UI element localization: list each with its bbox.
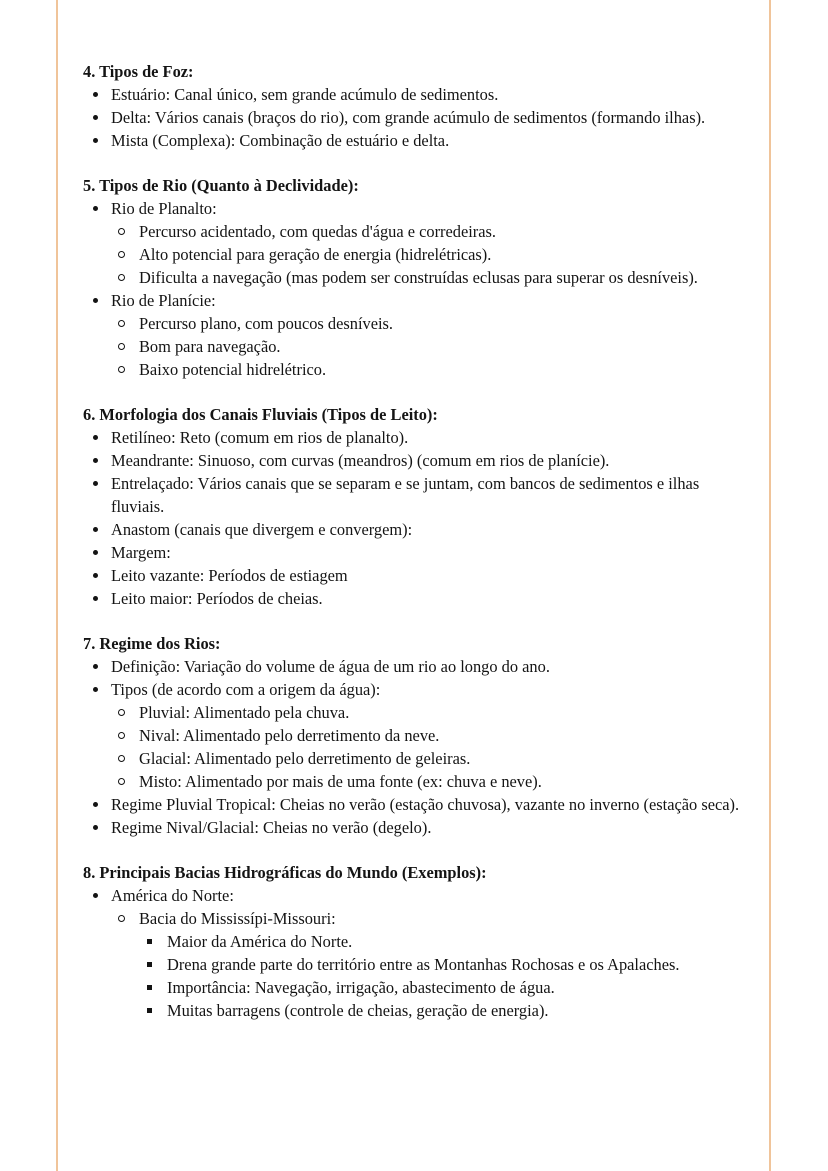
document-content xyxy=(83,60,748,1044)
section-tipos-de-rio xyxy=(83,174,748,381)
page-border-right xyxy=(769,0,771,1171)
sub-sub-list-item: Muitas barragens (controle de cheias, geração de energia). xyxy=(139,999,748,1022)
section-title: 4. Tipos de Foz: xyxy=(83,62,194,81)
bullet-list xyxy=(83,83,748,152)
list-item-label: Tipos (de acordo com a origem da água): xyxy=(111,680,381,699)
sub-list xyxy=(111,220,748,289)
list-item: Delta: Vários canais (braços do rio), com grande acúmulo de sedimentos (formando ilhas). xyxy=(83,106,748,129)
list-item xyxy=(83,884,748,1022)
list-item xyxy=(83,678,748,793)
section-tipos-de-foz xyxy=(83,60,748,152)
list-item: Leito vazante: Períodos de estiagem xyxy=(83,564,748,587)
page-border-left xyxy=(56,0,58,1171)
sub-sub-list xyxy=(139,930,748,1022)
sub-list-item: Misto: Alimentado por mais de uma fonte (ex: chuva e neve). xyxy=(111,770,748,793)
section-title: 6. Morfologia dos Canais Fluviais (Tipos de Leito): xyxy=(83,405,438,424)
sub-sub-list-item: Drena grande parte do território entre as Montanhas Rochosas e os Apalaches. xyxy=(139,953,748,976)
bullet-list xyxy=(83,197,748,381)
sub-list xyxy=(111,701,748,793)
list-item xyxy=(83,289,748,381)
sub-sub-list-item: Importância: Navegação, irrigação, abastecimento de água. xyxy=(139,976,748,999)
section-title: 5. Tipos de Rio (Quanto à Declividade): xyxy=(83,176,359,195)
list-item: Regime Pluvial Tropical: Cheias no verão (estação chuvosa), vazante no inverno (estação seca). xyxy=(83,793,748,816)
list-item: Margem: xyxy=(83,541,748,564)
section-morfologia-canais xyxy=(83,403,748,610)
section-bacias-hidrograficas xyxy=(83,861,748,1022)
sub-list-item: Percurso plano, com poucos desníveis. xyxy=(111,312,748,335)
sub-list-item: Baixo potencial hidrelétrico. xyxy=(111,358,748,381)
sub-list xyxy=(111,907,748,1022)
list-item: Mista (Complexa): Combinação de estuário e delta. xyxy=(83,129,748,152)
list-item-label: América do Norte: xyxy=(111,886,234,905)
list-item: Entrelaçado: Vários canais que se separam e se juntam, com bancos de sedimentos e ilhas fluviais. xyxy=(83,472,748,518)
sub-list-item: Percurso acidentado, com quedas d'água e corredeiras. xyxy=(111,220,748,243)
list-item: Anastom (canais que divergem e convergem): xyxy=(83,518,748,541)
section-title: 7. Regime dos Rios: xyxy=(83,634,221,653)
section-title: 8. Principais Bacias Hidrográficas do Mundo (Exemplos): xyxy=(83,863,487,882)
list-item: Meandrante: Sinuoso, com curvas (meandros) (comum em rios de planície). xyxy=(83,449,748,472)
sub-list xyxy=(111,312,748,381)
bullet-list xyxy=(83,655,748,839)
list-item-label: Rio de Planície: xyxy=(111,291,216,310)
sub-list-item: Alto potencial para geração de energia (hidrelétricas). xyxy=(111,243,748,266)
list-item: Definição: Variação do volume de água de um rio ao longo do ano. xyxy=(83,655,748,678)
sub-list-item-label: Bacia do Mississípi-Missouri: xyxy=(139,909,336,928)
sub-list-item: Bom para navegação. xyxy=(111,335,748,358)
bullet-list xyxy=(83,426,748,610)
sub-list-item xyxy=(111,907,748,1022)
section-regime-dos-rios xyxy=(83,632,748,839)
list-item xyxy=(83,197,748,289)
sub-sub-list-item: Maior da América do Norte. xyxy=(139,930,748,953)
sub-list-item: Pluvial: Alimentado pela chuva. xyxy=(111,701,748,724)
bullet-list xyxy=(83,884,748,1022)
sub-list-item: Glacial: Alimentado pelo derretimento de geleiras. xyxy=(111,747,748,770)
list-item: Retilíneo: Reto (comum em rios de planalto). xyxy=(83,426,748,449)
sub-list-item: Nival: Alimentado pelo derretimento da neve. xyxy=(111,724,748,747)
list-item: Regime Nival/Glacial: Cheias no verão (degelo). xyxy=(83,816,748,839)
sub-list-item: Dificulta a navegação (mas podem ser construídas eclusas para superar os desníveis). xyxy=(111,266,748,289)
list-item: Leito maior: Períodos de cheias. xyxy=(83,587,748,610)
list-item-label: Rio de Planalto: xyxy=(111,199,217,218)
list-item: Estuário: Canal único, sem grande acúmulo de sedimentos. xyxy=(83,83,748,106)
